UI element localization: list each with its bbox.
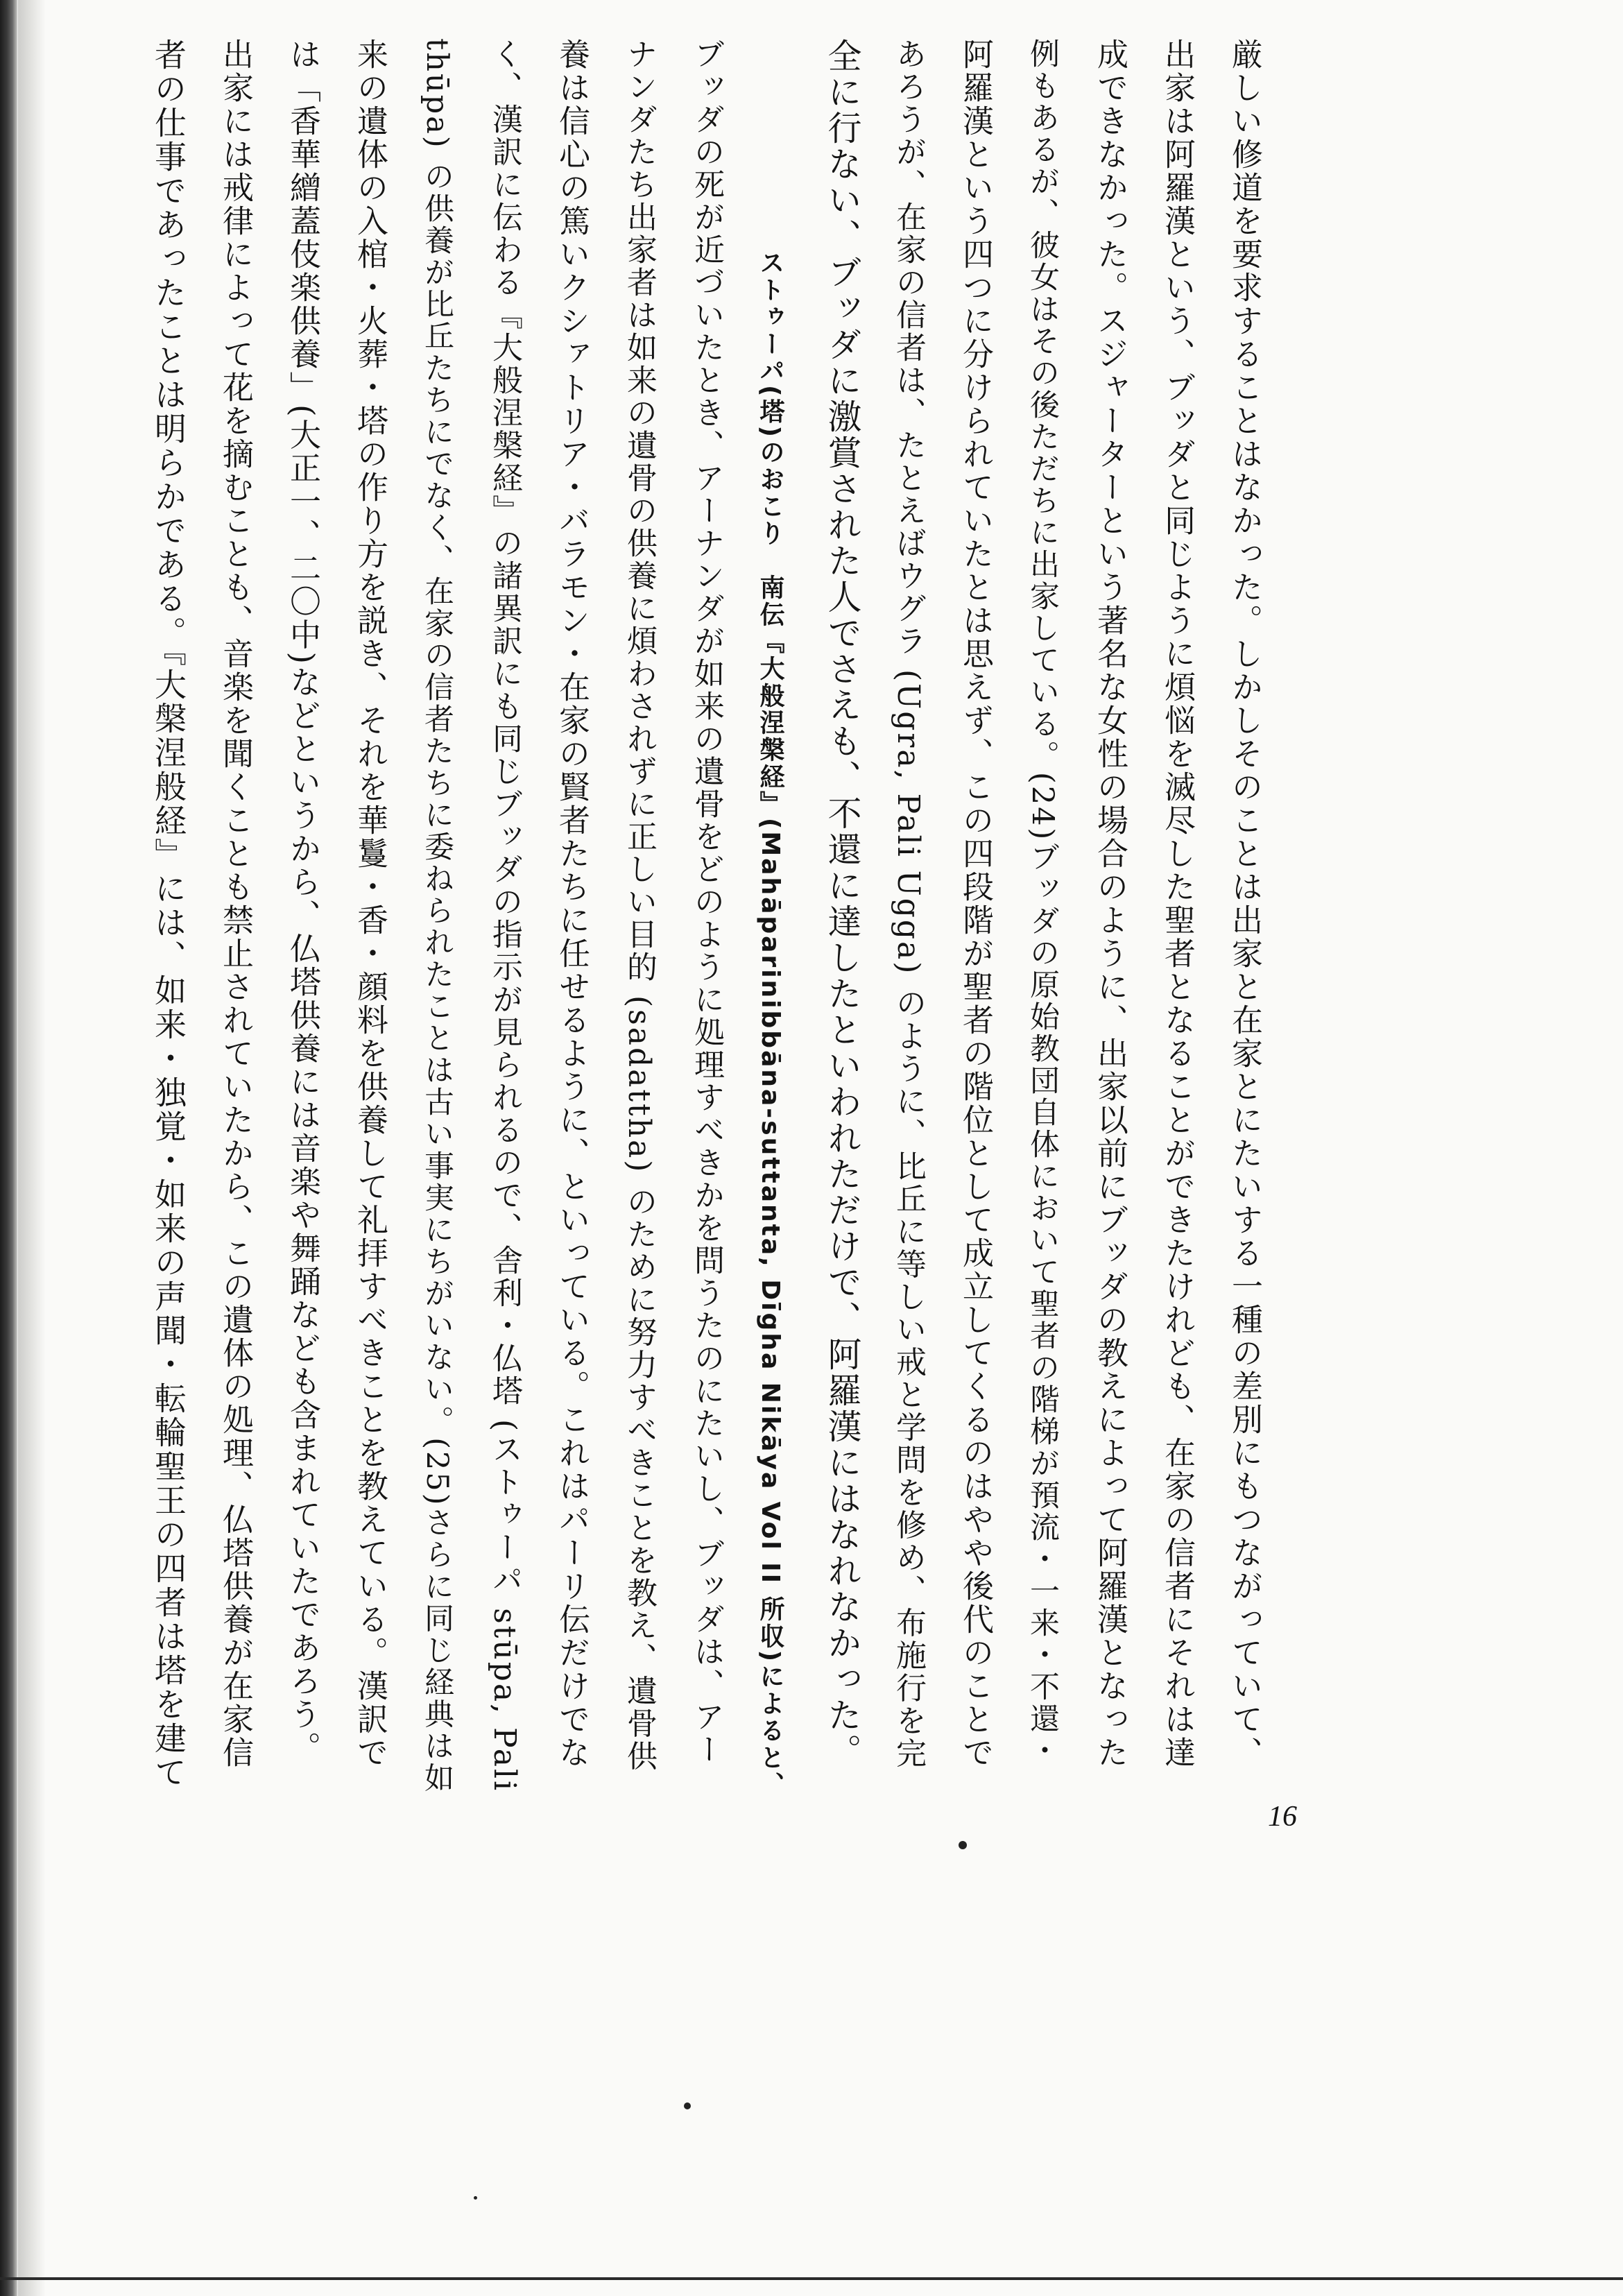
- text-line: 養は信心の篤いクシァトリア・バラモン・在家の賢者たちに任せるように、といっている。これはパーリ伝だけでな: [553, 38, 590, 1770]
- binding-shadow: [18, 0, 46, 2296]
- bottom-edge-rule: [0, 2277, 1623, 2280]
- section-heading-line: ストゥーパ(塔)のおこり 南伝『大般涅槃経』(Mahāparinibbāna-suttanta, Dīgha Nikāya Vol II 所収)によると、: [756, 250, 784, 1799]
- text-line: 来の遺体の入棺・火葬・塔の作り方を説き、それを華鬘・香・顔料を供養して礼拝すべきことを教えている。漢訳で: [352, 38, 388, 1770]
- text-line: く、漢訳に伝わる『大般涅槃経』の諸異訳にも同じブッダの指示が見られるので、舎利・仏塔 (ストゥーパ stūpa, Pali: [487, 38, 522, 1793]
- text-line: 例もあるが、彼女はその後ただちに出家している。(24)ブッダの原始教団自体において聖者の階梯が預流・一来・不還・: [1025, 38, 1060, 1767]
- text-line: 阿羅漢という四つに分けられていたとは思えず、この四段階が聖者の階位として成立してくるのはやや後代のことで: [957, 38, 994, 1770]
- text-line: 全に行ない、ブッダに激賞された人でさえも、不還に達したといわれただけで、阿羅漢にはなれなかった。: [823, 38, 862, 1770]
- text-line: は「香華繒蓋伎楽供養」(大正一、二〇中)などというから、仏塔供養には音楽や舞踊なども含まれていたであろう。: [284, 38, 321, 1765]
- text-line: 成できなかった。スジャーターという著名な女性の場合のように、出家以前にブッダの教えによって阿羅漢となった: [1092, 38, 1128, 1770]
- text-line: 厳しい修道を要求することはなかった。しかしそのことは出家と在家とにたいする一種の差別にもつながっていて、: [1226, 38, 1263, 1770]
- text-line: 出家には戒律によって花を摘むことも、音楽を聞くことも禁止されていたから、この遺体の処理、仏塔供養が在家信: [217, 38, 254, 1770]
- page-number: 16: [1268, 1801, 1297, 1833]
- scan-speck: [474, 2196, 477, 2200]
- text-line: あろうが、在家の信者は、たとえばウグラ (Ugra, Pali Ugga) のように、比丘に等しい戒と学問を修め、布施行を完: [891, 38, 926, 1770]
- text-line: 出家は阿羅漢という、ブッダと同じように煩悩を滅尽した聖者となることができたけれども、在家の信者にそれは達: [1159, 38, 1196, 1770]
- text-line: thūpa) の供養が比丘たちにでなく、在家の信者たちに委ねられたことは古い事実にちがいない。(25)さらに同じ経典は如: [420, 38, 454, 1794]
- text-line: ブッダの死が近づいたとき、アーナンダが如来の遺骨をどのように処理すべきかを問うたのにたいし、ブッダは、アー: [689, 38, 724, 1766]
- scan-speck: [684, 2102, 691, 2109]
- text-line: ナンダたち出家者は如来の遺骨の供養に煩わされずに正しい目的 (sadattha) のために努力すべきことを教え、遺骨供: [621, 38, 657, 1773]
- text-line: 者の仕事であったことは明らかである。『大槃涅般経』には、如来・独覚・如来の声聞・転輪聖王の四者は塔を建て: [150, 38, 187, 1790]
- scan-speck: [959, 1841, 967, 1849]
- binding-edge: [0, 0, 18, 2296]
